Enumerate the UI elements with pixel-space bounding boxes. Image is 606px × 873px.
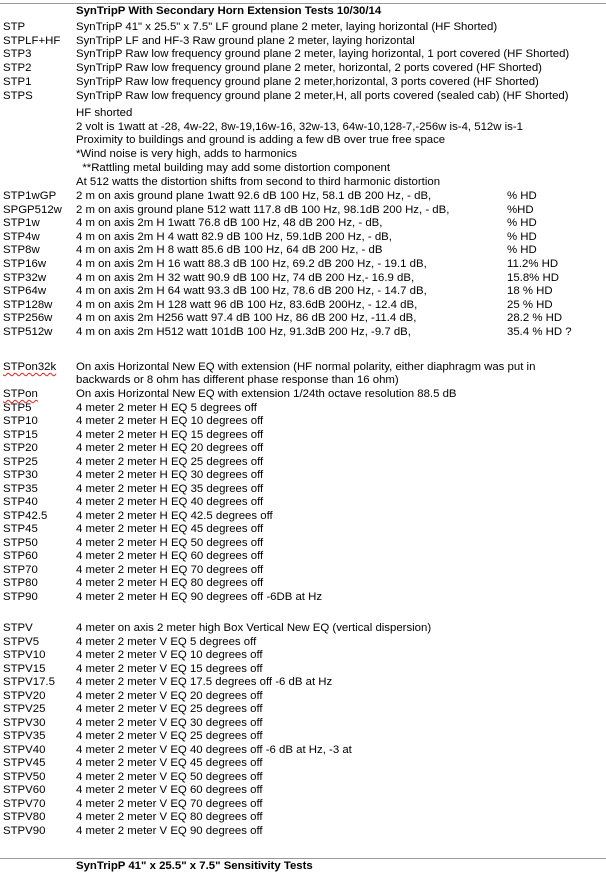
row-desc: 4 meter 2 meter V EQ 15 degrees off xyxy=(76,662,263,675)
row-code: STPV70 xyxy=(3,797,46,810)
row-desc: 4 meter 2 meter H EQ 90 degrees off -6DB at Hz xyxy=(76,590,323,603)
table-row xyxy=(0,75,606,89)
row-code: STP80 xyxy=(3,577,38,589)
table-row xyxy=(0,311,606,325)
row-desc: 4 meter 2 meter V EQ 25 degrees off xyxy=(76,703,263,715)
row-code: STPV90 xyxy=(3,824,46,837)
row-desc: 4 meter 2 meter H EQ 15 degrees off xyxy=(76,428,264,441)
row-desc: 4 meter 2 meter H EQ 42.5 degrees off xyxy=(76,509,273,522)
row-desc: 4 meter 2 meter H EQ 10 degrees off xyxy=(76,415,264,427)
row-desc: 4 m on axis 2m H 16 watt 88.3 dB 100 Hz, 69.2 dB 200 Hz, - 19.1 dB, xyxy=(76,258,427,270)
table-row xyxy=(0,648,606,662)
row-hd: 15.8% HD xyxy=(507,271,559,284)
table-row xyxy=(0,230,606,244)
table-row xyxy=(0,549,606,563)
row-code: STP8w xyxy=(3,244,40,257)
row-desc: 4 m on axis 2m H 1watt 76.8 dB 100 Hz, 48 dB 200 Hz, - dB, xyxy=(76,217,383,230)
row-desc: 4 m on axis 2m H 64 watt 93.3 dB 100 Hz, 78.6 dB 200 Hz, - 14.7 dB, xyxy=(76,285,427,298)
row-desc: 4 meter 2 meter V EQ 30 degrees off xyxy=(76,716,263,729)
document-title: SynTripP With Secondary Horn Extension Tests 10/30/14 xyxy=(76,5,382,17)
row-desc: SynTripP Raw low frequency ground plane 2 meter,horizontal, 3 ports covered (HF Shorted) xyxy=(76,75,539,88)
table-row xyxy=(0,716,606,730)
row-code: STP40 xyxy=(3,496,38,508)
row-code: STP20 xyxy=(3,442,38,454)
table-row xyxy=(0,662,606,676)
row-desc: SynTripP Raw low frequency ground plane 2 meter,H, all ports covered (sealed cab) (HF Shorted) xyxy=(76,89,569,102)
row-desc: 4 meter 2 meter H EQ 60 degrees off xyxy=(76,550,264,562)
row-hd: % HD xyxy=(507,244,537,257)
row-code: STPon32k xyxy=(3,361,57,373)
row-code: STP128w xyxy=(3,298,53,311)
row-code: STP3 xyxy=(3,48,32,61)
note-line xyxy=(0,147,606,161)
row-desc: 4 meter 2 meter V EQ 25 degrees off xyxy=(76,730,263,742)
table-row xyxy=(0,635,606,649)
table-row xyxy=(0,824,606,838)
table-row xyxy=(0,482,606,496)
row-desc: 4 meter 2 meter H EQ 5 degrees off xyxy=(76,401,257,414)
row-desc: SynTripP 41" x 25.5" x 7.5" LF ground plane 2 meter, laying horizontal (HF Shorted) xyxy=(76,21,498,33)
table-row xyxy=(0,621,606,635)
row-desc: 2 m on axis ground plane 1watt 92.6 dB 100 Hz, 58.1 dB 200 Hz, - dB, xyxy=(76,190,432,202)
table-row xyxy=(0,257,606,271)
row-hd: 28.2 % HD xyxy=(507,312,563,325)
row-code: STP50 xyxy=(3,536,38,549)
table-row xyxy=(0,702,606,716)
table-row xyxy=(0,743,606,757)
row-code: STP30 xyxy=(3,469,38,481)
table-row xyxy=(0,590,606,604)
row-desc: 4 meter 2 meter V EQ 20 degrees off xyxy=(76,689,263,702)
note-text: **Rattling metal building may add some distortion component xyxy=(76,161,391,174)
table-row xyxy=(0,216,606,230)
row-desc: 4 meter 2 meter H EQ 70 degrees off xyxy=(76,563,264,576)
table-row xyxy=(0,89,606,103)
row-desc: 4 meter 2 meter V EQ 40 degrees off -6 dB at Hz, -3 at xyxy=(76,743,352,756)
table-row xyxy=(0,61,606,75)
note-line xyxy=(0,133,606,147)
row-code: STPLF+HF xyxy=(3,34,61,47)
row-desc: 4 m on axis 2m H 128 watt 96 dB 100 Hz, 83.6dB 200Hz, - 12.4 dB, xyxy=(76,298,418,311)
table-row xyxy=(0,243,606,257)
table-row xyxy=(0,455,606,469)
stpon32k-row-cont xyxy=(0,373,606,387)
row-code: STP512w xyxy=(3,326,53,338)
row-desc: 4 m on axis 2m H256 watt 97.4 dB 100 Hz, 86 dB 200 Hz, -11.4 dB, xyxy=(76,312,417,325)
row-desc: 4 meter 2 meter H EQ 40 degrees off xyxy=(76,496,264,508)
row-code: STPS xyxy=(3,89,33,102)
row-desc: 4 meter 2 meter V EQ 5 degrees off xyxy=(76,635,257,648)
note-text: *Wind noise is very high, adds to harmonics xyxy=(76,148,297,161)
row-desc: 4 meter on axis 2 meter high Box Vertical New EQ (vertical dispersion) xyxy=(76,622,432,634)
table-row xyxy=(0,34,606,48)
row-desc: backwards or 8 ohm has different phase response than 16 ohm) xyxy=(76,374,399,386)
row-desc: On axis Horizontal New EQ with extension 1/24th octave resolution 88.5 dB xyxy=(76,388,457,400)
row-hd: 25 % HD xyxy=(507,298,553,311)
row-code: STPV17.5 xyxy=(3,676,55,688)
table-row xyxy=(0,689,606,703)
row-code: STP45 xyxy=(3,523,38,535)
table-row xyxy=(0,47,606,61)
row-code: STPon xyxy=(3,388,38,400)
table-row xyxy=(0,387,606,401)
table-row xyxy=(0,797,606,811)
row-desc: SynTripP Raw low frequency ground plane 2 meter, laying horizontal, 1 port covered (HF Shorted) xyxy=(76,48,570,61)
row-code: STP256w xyxy=(3,312,53,325)
row-code: STP10 xyxy=(3,415,38,427)
table-row xyxy=(0,203,606,217)
row-desc: 4 m on axis 2m H 8 watt 85.6 dB 100 Hz, 64 dB 200 Hz, - dB xyxy=(76,244,383,257)
table-row xyxy=(0,428,606,442)
note-line xyxy=(0,161,606,175)
table-row xyxy=(0,783,606,797)
footer-title: SynTripP 41" x 25.5" x 7.5" Sensitivity Tests xyxy=(76,860,313,872)
row-code: STP25 xyxy=(3,455,38,468)
row-desc: SynTripP Raw low frequency ground plane 2 meter, horizontal, 2 ports covered (HF Shorted) xyxy=(76,62,542,75)
note-line xyxy=(0,106,606,120)
row-code: STP15 xyxy=(3,428,38,441)
note-text: 2 volt is 1watt at -28, 4w-22, 8w-19,16w-16, 32w-13, 64w-10,128-7,-256w is-4, 512w is-1 xyxy=(76,120,523,133)
row-hd: 18 % HD xyxy=(507,285,553,298)
row-desc: SynTripP LF and HF-3 Raw ground plane 2 meter, laying horizontal xyxy=(76,34,415,47)
row-hd: 11.2% HD xyxy=(507,258,559,270)
row-code: STP70 xyxy=(3,563,38,576)
note-line xyxy=(0,120,606,134)
row-hd: % HD xyxy=(507,230,537,243)
row-hd: %HD xyxy=(507,203,534,216)
note-line xyxy=(0,175,606,189)
table-row xyxy=(0,189,606,203)
row-code: STP1w xyxy=(3,217,40,230)
row-desc: 4 meter 2 meter V EQ 70 degrees off xyxy=(76,797,263,810)
row-code: STPV35 xyxy=(3,730,46,742)
row-code: STP4w xyxy=(3,230,40,243)
row-desc: 4 meter 2 meter H EQ 25 degrees off xyxy=(76,455,264,468)
row-code: STPV80 xyxy=(3,811,46,823)
table-row xyxy=(0,756,606,770)
table-row xyxy=(0,675,606,689)
row-desc: 4 meter 2 meter H EQ 20 degrees off xyxy=(76,442,264,454)
table-row xyxy=(0,298,606,312)
row-desc: 4 meter 2 meter H EQ 45 degrees off xyxy=(76,523,264,535)
table-row xyxy=(0,509,606,523)
table-row xyxy=(0,536,606,550)
row-code: STPV50 xyxy=(3,770,46,783)
row-code: STP xyxy=(3,21,26,33)
row-code: STP42.5 xyxy=(3,509,48,522)
row-code: STPV45 xyxy=(3,757,46,769)
row-code: STPV5 xyxy=(3,635,40,648)
row-desc: On axis Horizontal New EQ with extension (HF normal polarity, either diaphragm was put in xyxy=(76,361,536,373)
table-row xyxy=(0,729,606,743)
row-hd: 35.4 % HD ? xyxy=(507,326,572,338)
row-desc: 4 meter 2 meter H EQ 80 degrees off xyxy=(76,577,264,589)
row-code: STP5 xyxy=(3,401,32,414)
row-code: SPGP512w xyxy=(3,203,62,216)
row-code: STPV60 xyxy=(3,784,46,796)
row-code: STPV20 xyxy=(3,689,46,702)
footer-row xyxy=(0,858,606,872)
table-row xyxy=(0,770,606,784)
note-text: At 512 watts the distortion shifts from second to third harmonic distortion xyxy=(76,175,441,188)
row-code: STP16w xyxy=(3,258,47,270)
row-desc: 4 meter 2 meter V EQ 10 degrees off xyxy=(76,649,263,661)
table-row xyxy=(0,325,606,339)
row-code: STP2 xyxy=(3,62,32,75)
table-row xyxy=(0,576,606,590)
table-row xyxy=(0,522,606,536)
row-desc: 4 meter 2 meter H EQ 50 degrees off xyxy=(76,536,264,549)
table-row xyxy=(0,441,606,455)
row-desc: 4 meter 2 meter H EQ 30 degrees off xyxy=(76,469,264,481)
row-code: STP1 xyxy=(3,75,32,88)
row-desc: 4 m on axis 2m H 32 watt 90.9 dB 100 Hz, 74 dB 200 Hz,- 16.9 dB, xyxy=(76,271,415,284)
table-row xyxy=(0,284,606,298)
row-code: STP1wGP xyxy=(3,190,57,202)
row-desc: 4 meter 2 meter H EQ 35 degrees off xyxy=(76,482,264,495)
row-code: STPV30 xyxy=(3,716,46,729)
table-row xyxy=(0,414,606,428)
row-desc: 4 meter 2 meter V EQ 50 degrees off xyxy=(76,770,263,783)
row-hd: % HD xyxy=(507,217,537,230)
table-row xyxy=(0,563,606,577)
row-desc: 4 meter 2 meter V EQ 60 degrees off xyxy=(76,784,263,796)
row-desc: 2 m on axis ground plane 512 watt 117.8 dB 100 Hz, 98.1dB 200 Hz, - dB, xyxy=(76,203,450,216)
table-row xyxy=(0,271,606,285)
row-code: STPV xyxy=(3,622,33,634)
row-code: STPV15 xyxy=(3,662,46,675)
table-row xyxy=(0,810,606,824)
title-row xyxy=(0,4,606,18)
note-text: HF shorted xyxy=(76,107,133,119)
stpon32k-row xyxy=(0,360,606,374)
row-desc: 4 meter 2 meter V EQ 80 degrees off xyxy=(76,811,263,823)
row-desc: 4 m on axis 2m H 4 watt 82.9 dB 100 Hz, 59.1dB 200 Hz, - dB, xyxy=(76,230,392,243)
table-row xyxy=(0,401,606,415)
row-code: STP60 xyxy=(3,550,38,562)
row-desc: 4 meter 2 meter V EQ 17.5 degrees off -6 dB at Hz xyxy=(76,676,333,688)
row-code: STPV10 xyxy=(3,649,46,661)
table-row xyxy=(0,20,606,34)
row-code: STP32w xyxy=(3,271,47,284)
row-code: STP35 xyxy=(3,482,38,495)
row-code: STP64w xyxy=(3,285,47,298)
table-row xyxy=(0,495,606,509)
note-text: Proximity to buildings and ground is adding a few dB over true free space xyxy=(76,134,446,147)
table-row xyxy=(0,468,606,482)
row-desc: 4 m on axis 2m H512 watt 101dB 100 Hz, 91.3dB 200 Hz, -9.7 dB, xyxy=(76,326,411,338)
row-code: STP90 xyxy=(3,590,38,603)
row-code: STPV40 xyxy=(3,743,46,756)
row-code: STPV25 xyxy=(3,703,46,715)
row-hd: % HD xyxy=(507,190,537,202)
row-desc: 4 meter 2 meter V EQ 90 degrees off xyxy=(76,824,263,837)
row-desc: 4 meter 2 meter V EQ 45 degrees off xyxy=(76,757,263,769)
